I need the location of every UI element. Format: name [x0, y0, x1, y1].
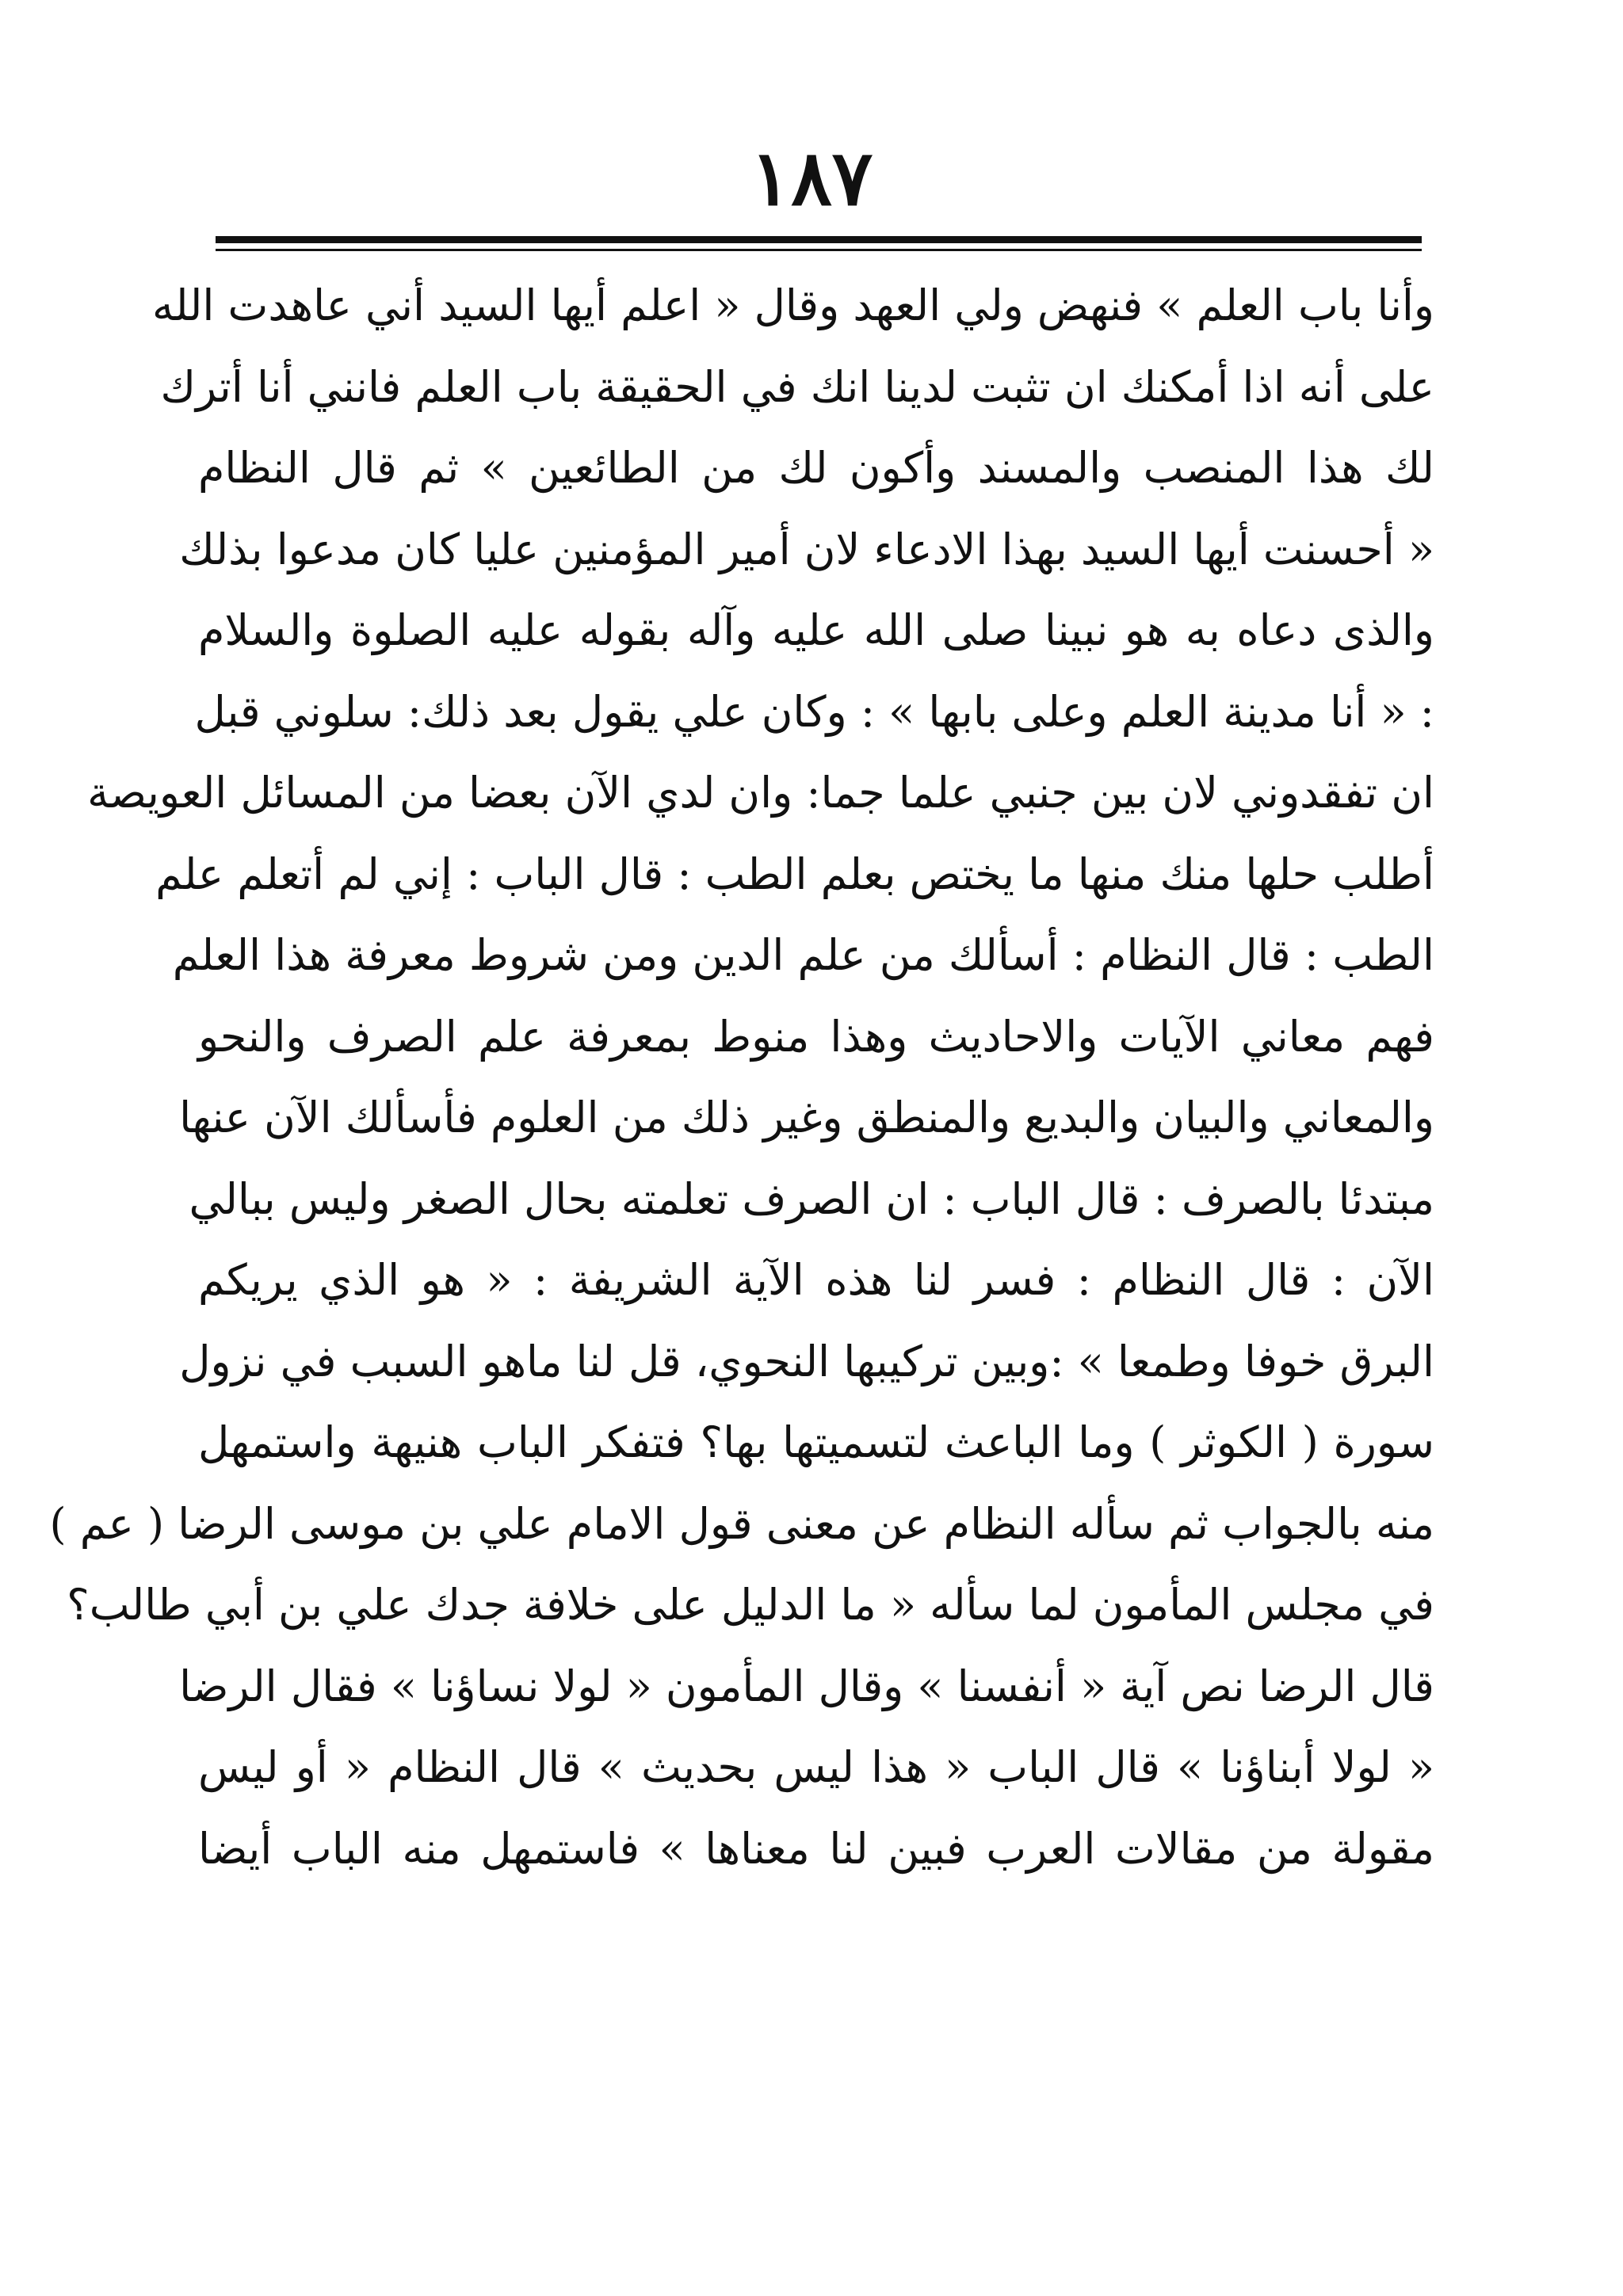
- text-line: مقولة من مقالات العرب فبين لنا معناها » فاستمهل منه الباب أيضا: [198, 1823, 1434, 1874]
- text-line: الطب : قال النظام : أسألك من علم الدين ومن شروط معرفة هذا العلم: [172, 930, 1434, 980]
- header-rule-thick: [216, 236, 1422, 243]
- text-line: « أحسنت أيها السيد بهذا الادعاء لان أمير المؤمنين عليا كان مدعوا بذلك: [179, 524, 1434, 574]
- text-line: « لولا أبناؤنا » قال الباب « هذا ليس بحديث » قال النظام « أو ليس: [198, 1742, 1434, 1792]
- page-number: ١٨٧: [750, 133, 873, 223]
- text-line: قال الرضا نص آية « أنفسنا » وقال المأمون « لولا نساؤنا » فقال الرضا: [179, 1661, 1434, 1711]
- body-text: [49, 265, 1434, 1890]
- text-line: على أنه اذا أمكنك ان تثبت لدينا انك في الحقيقة باب العلم فانني أنا أترك: [160, 361, 1434, 412]
- text-line: والمعاني والبيان والبديع والمنطق وغير ذلك من العلوم فأسألك الآن عنها: [179, 1093, 1434, 1142]
- text-line: وأنا باب العلم » فنهض ولي العهد وقال « اعلم أيها السيد أني عاهدت الله: [152, 280, 1434, 330]
- text-line: : « أنا مدينة العلم وعلى بابها » : وكان علي يقول بعد ذلك: سلوني قبل: [194, 686, 1434, 737]
- text-line: ان تفقدوني لان بين جنبي علما جما: وان لدي الآن بعضا من المسائل العويصة: [87, 768, 1434, 818]
- text-line: سورة ( الكوثر ) وما الباعث لتسميتها بها؟ فتفكر الباب هنيهة واستمهل: [198, 1417, 1434, 1467]
- text-line: مبتدئا بالصرف : قال الباب : ان الصرف تعلمته بحال الصغر وليس ببالي: [189, 1173, 1434, 1224]
- text-line: لك هذا المنصب والمسند وأكون لك من الطائعين » ثم قال النظام: [198, 443, 1434, 493]
- text-line: منه بالجواب ثم سأله النظام عن معنى قول الامام علي بن موسى الرضا ( عم ): [49, 1498, 1434, 1549]
- text-line: والذى دعاه به هو نبينا صلى الله عليه وآله بقوله عليه الصلوة والسلام: [198, 605, 1434, 655]
- header-rule-thin: [216, 249, 1422, 251]
- text-line: في مجلس المأمون لما سأله « ما الدليل على خلافة جدك علي بن أبي طالب؟: [67, 1580, 1434, 1630]
- text-line: فهم معاني الآيات والاحاديث وهذا منوط بمعرفة علم الصرف والنحو: [198, 1011, 1434, 1062]
- text-line: أطلب حلها منك منها ما يختص بعلم الطب : قال الباب : إني لم أتعلم علم: [155, 849, 1434, 899]
- text-line: الآن : قال النظام : فسر لنا هذه الآية الشريفة : « هو الذي يريكم: [198, 1255, 1434, 1305]
- text-line: البرق خوفا وطمعا » :وبين تركيبها النحوي، قل لنا ماهو السبب في نزول: [179, 1336, 1434, 1386]
